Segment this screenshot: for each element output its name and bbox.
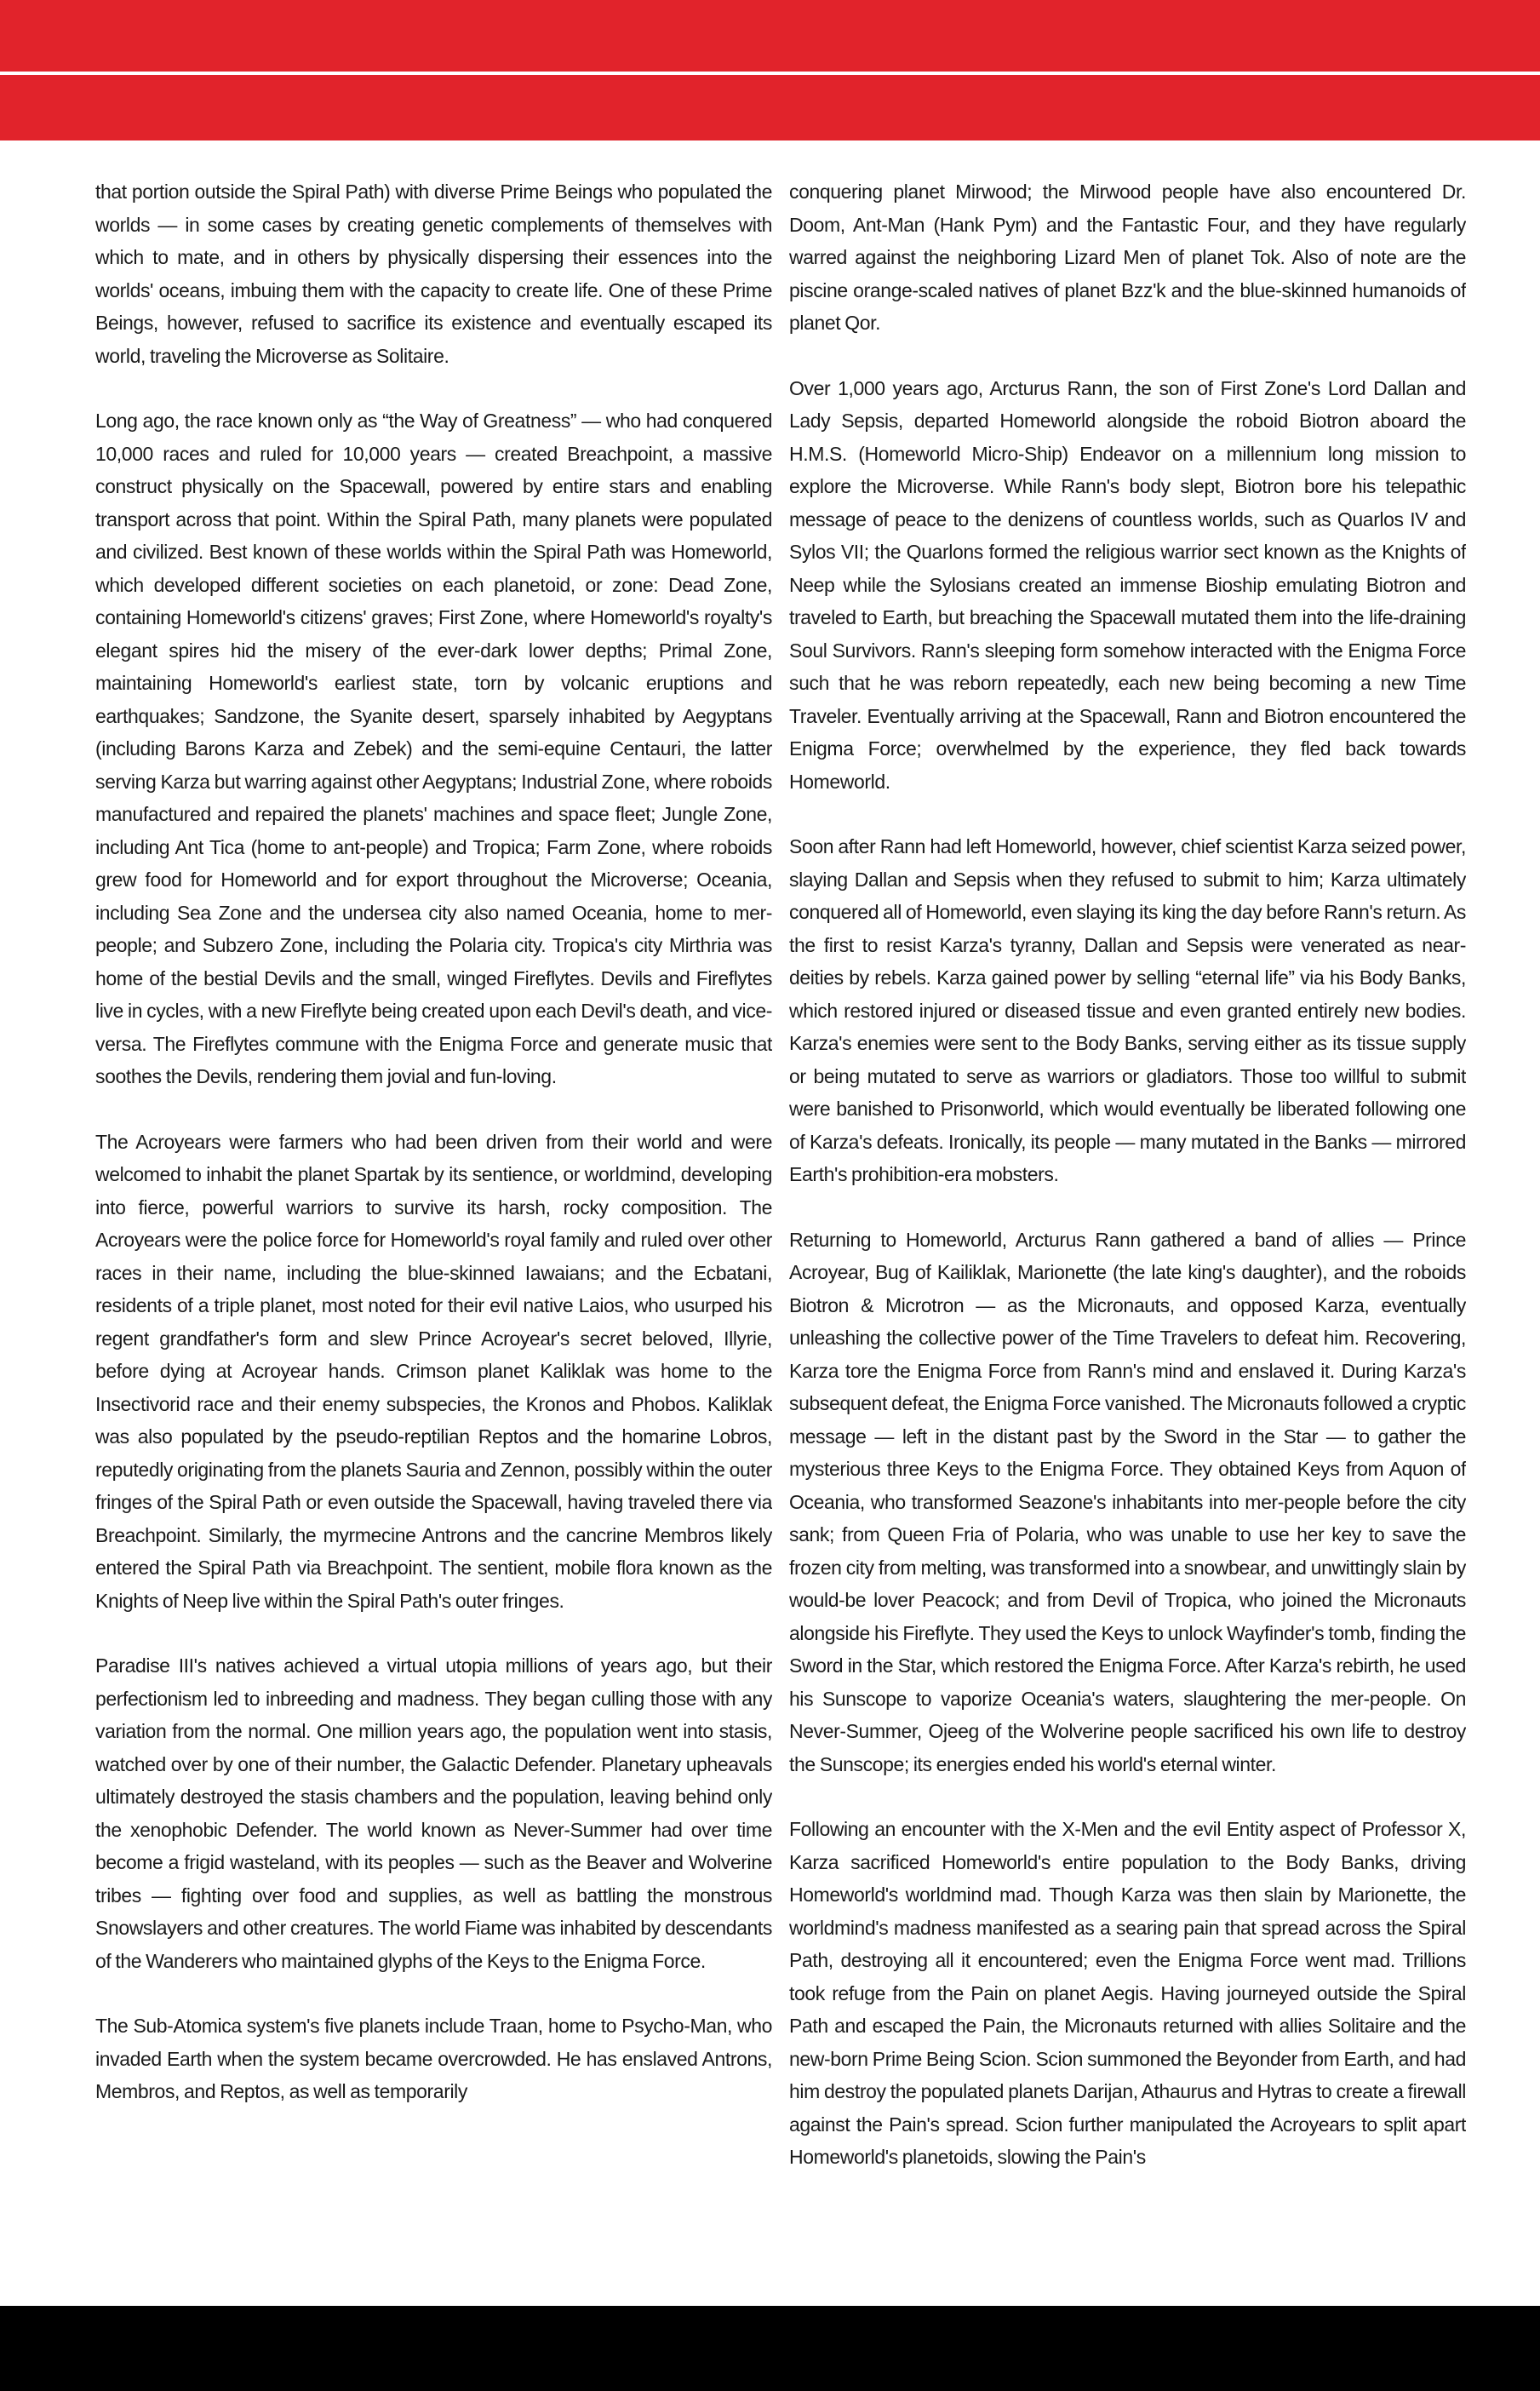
paragraph: Over 1,000 years ago, Arcturus Rann, the son of First Zone's Lord Dallan and Lady Sepsis, departed Homeworld alongside the roboid Biotron aboard the H.M.S. (Homeworld Micro-Ship) Endeavor on a millennium long mission to explore the Microverse. While Rann's body slept, Biotron bore his telepathic message of peace to the denizens of countless worlds, such as Quarlos IV and Sylos VII; the Quarlons formed the religious warrior sect known as the Knights of Neep while the Sylosians created an immense Bioship emulating Biotron and traveled to Earth, but breaching the Spacewall mutated them into the life-draining Soul Survivors. Rann's sleeping form somehow interacted with the Enigma Force such that he was reborn repeatedly, each new being becoming a new Time Traveler. Eventually arriving at the Spacewall, Rann and Biotron encountered the Enigma Force; overwhelmed by the experience, they fled back towards Homeworld. xyxy=(789,376,1466,793)
footer-band xyxy=(0,2306,1540,2391)
left-column xyxy=(95,175,772,2279)
header-rule xyxy=(0,72,1540,75)
paragraph: Soon after Rann had left Homeworld, however, chief scientist Karza seized power, slaying Dallan and Sepsis when they refused to submit to him; Karza ultimately conquered all of Homeworld, even slaying its king the day before Rann's return. As the first to resist Karza's tyranny, Dallan and Sepsis were venerated as near-deities by rebels. Karza gained power by selling “eternal life” via his Body Banks, which restored injured or diseased tissue and even granted entirely new bodies. Karza's enemies were sent to the Body Banks, serving either as its tissue supply or being mutated to serve as warriors or gladiators. Those too willful to submit were banished to Prisonworld, which would eventually be liberated following one of Karza's defeats. Ironically, its people — many mutated in the Banks — mirrored Earth's prohibition-era mobsters. xyxy=(789,835,1466,1185)
paragraph: Returning to Homeworld, Arcturus Rann gathered a band of allies — Prince Acroyear, Bug of Kailiklak, Marionette (the late king's daughter), and the roboids Biotron & Microtron — as the Micronauts, and opposed Karza, eventually unleashing the collective power of the Time Travelers to defeat him. Recovering, Karza tore the Enigma Force from Rann's mind and enslaved it. During Karza's subsequent defeat, the Enigma Force vanished. The Micronauts followed a cryptic message — left in the distant past by the Sword in the Star — to gather the mysterious three Keys to the Enigma Force. They obtained Keys from Aquon of Oceania, who transformed Seazone's inhabitants into mer-people before the city sank; from Queen Fria of Polaria, who was unable to use her key to save the frozen city from melting, was transformed into a snowbear, and unwittingly slain by would-be lover Peacock; and from Devil of Tropica, who joined the Micronauts alongside his Fireflyte. They used the Keys to unlock Wayfinder's tomb, finding the Sword in the Star, which restored the Enigma Force. After Karza's rebirth, he used his Sunscope to vaporize Oceania's waters, slaughtering the mer-people. On Never-Summer, Ojeeg of the Wolverine people sacrificed his own life to destroy the Sunscope; its energies ended his world's eternal winter. xyxy=(789,1228,1466,1775)
paragraph: that portion outside the Spiral Path) with diverse Prime Beings who populated the worlds — in some cases by creating genetic complements of themselves with which to mate, and in others by physically dispersing their essences into the worlds' oceans, imbuing them with the capacity to create life. One of these Prime Beings, however, refused to sacrifice its existence and eventually escaped its world, traveling the Microverse as Solitaire. xyxy=(95,181,772,367)
paragraph: Paradise III's natives achieved a virtual utopia millions of years ago, but their perfectionism led to inbreeding and madness. They began culling those with any variation from the normal. One million years ago, the population went into stasis, watched over by one of their number, the Galactic Defender. Planetary upheavals ultimately destroyed the stasis chambers and the population, leaving behind only the xenophobic Defender. The world known as Never-Summer had over time become a frigid wasteland, with its peoples — such as the Beaver and Wolverine tribes — fighting over food and supplies, as well as battling the monstrous Snowslayers and other creatures. The world Fiame was inhabited by descendants of the Wanderers who maintained glyphs of the Keys to the Enigma Force. xyxy=(95,1654,772,1972)
paragraph: Long ago, the race known only as “the Way of Greatness” — who had conquered 10,000 races and ruled for 10,000 years — created Breachpoint, a massive construct physically on the Spacewall, powered by entire stars and enabling transport across that point. Within the Spiral Path, many planets were populated and civilized. Best known of these worlds within the Spiral Path was Homeworld, which developed different societies on each planetoid, or zone: Dead Zone, containing Homeworld's citizens' graves; First Zone, where Homeworld's royalty's elegant spires hid the misery of the ever-dark lower depths; Primal Zone, maintaining Homeworld's earliest state, torn by volcanic eruptions and earthquakes; Sandzone, the Syanite desert, sparsely inhabited by Aegyptans (including Barons Karza and Zebek) and the semi-equine Centauri, the latter serving Karza but warring against other Aegyptans; Industrial Zone, where roboids manufactured and repaired the planets' machines and space fleet; Jungle Zone, including Ant Tica (home to ant-people) and Tropica; Farm Zone, where roboids grew food for Homeworld and for export throughout the Microverse; Oceania, including Sea Zone and the undersea city also named Oceania, home to mer-people; and Subzero Zone, including the Polaria city. Tropica's city Mirthria was home of the bestial Devils and the small, winged Fireflytes. Devils and Fireflytes live in cycles, with a new Fireflyte being created upon each Devil's death, and vice-versa. The Fireflytes commune with the Enigma Force and generate music that soothes the Devils, rendering them jovial and fun-loving. xyxy=(95,410,772,1087)
paragraph: conquering planet Mirwood; the Mirwood people have also encountered Dr. Doom, Ant-Man (Hank Pym) and the Fantastic Four, and they have regularly warred against the neighboring Lizard Men of planet Tok. Also of note are the piscine orange-scaled natives of planet Bzz'k and the blue-skinned humanoids of planet Qor. xyxy=(789,181,1466,334)
header-band xyxy=(0,0,1540,140)
paragraph: The Sub-Atomica system's five planets include Traan, home to Psycho-Man, who invaded Earth when the system became overcrowded. He has enslaved Antrons, Membros, and Reptos, as well as temporarily xyxy=(95,2015,772,2102)
paragraph: The Acroyears were farmers who had been driven from their world and were welcomed to inhabit the planet Spartak by its sentience, or worldmind, developing into fierce, powerful warriors to survive its harsh, rocky composition. The Acroyears were the police force for Homeworld's royal family and ruled over other races in their name, including the blue-skinned Iawaians; and the Ecbatani, residents of a triple planet, most noted for their evil native Laios, who usurped his regent grandfather's form and slew Prince Acroyear's secret beloved, Illyrie, before dying at Acroyear hands. Crimson planet Kaliklak was home to the Insectivorid race and their enemy subspecies, the Kronos and Phobos. Kaliklak was also populated by the pseudo-reptilian Reptos and the homarine Lobros, reputedly originating from the planets Sauria and Zennon, possibly within the outer fringes of the Spiral Path or even outside the Spacewall, having traveled there via Breachpoint. Similarly, the myrmecine Antrons and the cancrine Membros likely entered the Spiral Path via Breachpoint. The sentient, mobile flora known as the Knights of Neep live within the Spiral Path's outer fringes. xyxy=(95,1130,772,1612)
right-column xyxy=(789,175,1466,2279)
paragraph: Following an encounter with the X-Men and the evil Entity aspect of Professor X, Karza sacrificed Homeworld's entire population to the Body Banks, driving Homeworld's worldmind mad. Though Karza was then slain by Marionette, the worldmind's madness manifested as a searing pain that spread across the Spiral Path, destroying all it encountered; even the Enigma Force went mad. Trillions took refuge from the Pain on planet Aegis. Having journeyed outside the Spiral Path and escaped the Pain, the Micronauts returned with allies Solitaire and the new-born Prime Being Scion. Scion summoned the Beyonder from Earth, and had him destroy the populated planets Darijan, Athaurus and Hytras to create a firewall against the Pain's spread. Scion further manipulated the Acroyears to split apart Homeworld's planetoids, slowing the Pain's xyxy=(789,1818,1466,2168)
